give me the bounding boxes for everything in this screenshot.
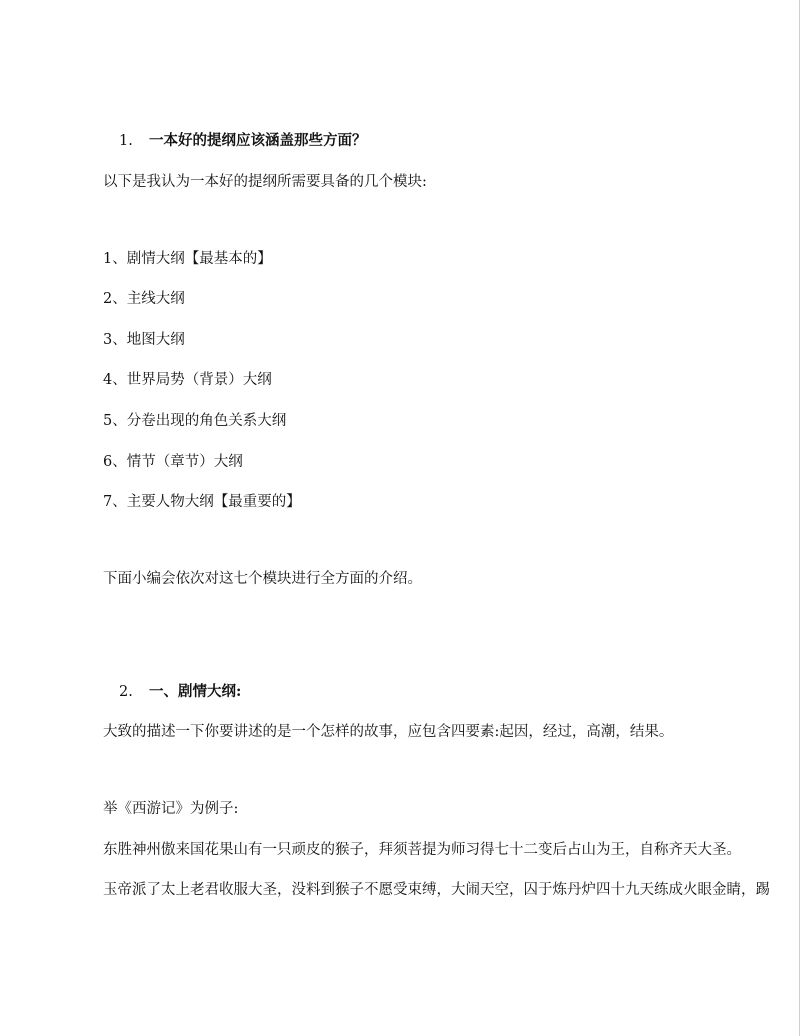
- section-number: 1.: [119, 133, 133, 149]
- intro-paragraph: 以下是我认为一本好的提纲所需要具备的几个模块:: [103, 174, 427, 190]
- section-number: 2.: [119, 684, 133, 700]
- section-title: 一本好的提纲应该涵盖那些方面？: [149, 132, 367, 149]
- module-item-1: 1、剧情大纲【最基本的】: [103, 251, 272, 267]
- module-item-3: 3、地图大纲: [103, 332, 185, 348]
- module-item-2: 2、主线大纲: [103, 291, 185, 307]
- example-line-1: 东胜神州傲来国花果山有一只顽皮的猴子，拜须菩提为师习得七十二变后占山为王，自称齐天大圣。: [103, 842, 741, 858]
- module-item-6: 6、情节（章节）大纲: [103, 454, 243, 470]
- example-label: 举《西游记》为例子:: [103, 801, 239, 817]
- section-2-heading: [119, 682, 241, 702]
- description-paragraph: 大致的描述一下你要讲述的是一个怎样的故事，应包含四要素:起因，经过，高潮，结果。: [103, 724, 674, 740]
- module-item-4: 4、世界局势（背景）大纲: [103, 372, 272, 388]
- module-item-7: 7、主要人物大纲【最重要的】: [103, 494, 301, 510]
- section-title: 一、剧情大纲:: [149, 683, 242, 700]
- example-line-2: 玉帝派了太上老君收服大圣，没料到猴子不愿受束缚，大闹天空，囚于炼丹炉四十九天练成火眼金睛，踢: [103, 882, 770, 898]
- module-item-5: 5、分卷出现的角色关系大纲: [103, 413, 287, 429]
- outro-paragraph: 下面小编会依次对这七个模块进行全方面的介绍。: [103, 571, 422, 587]
- section-1-heading: [119, 131, 367, 151]
